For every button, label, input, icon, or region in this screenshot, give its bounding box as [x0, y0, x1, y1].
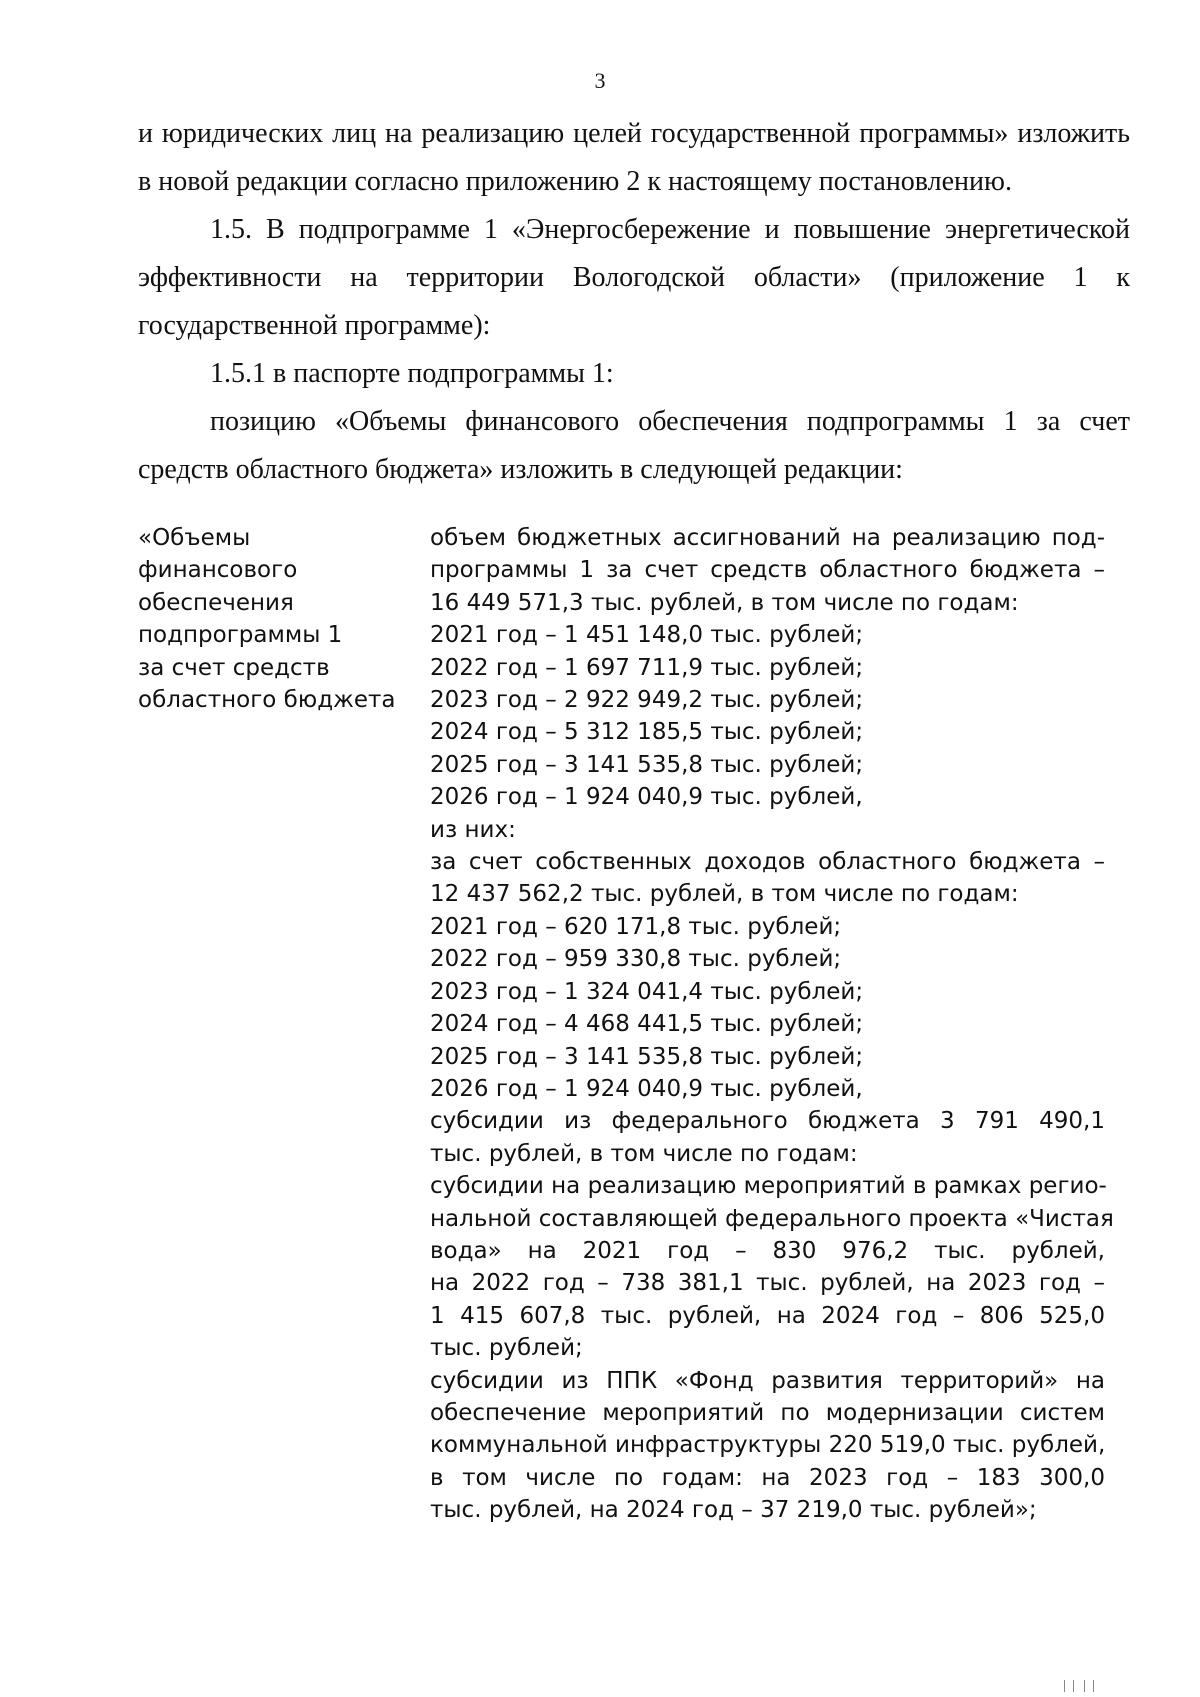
right-line: 2021 год – 620 171,8 тыс. рублей;: [430, 913, 842, 940]
right-line: 2026 год – 1 924 040,9 тыс. рублей,: [430, 784, 863, 811]
right-line: в том числе по годам: на 2023 год – 183 300,0: [430, 1464, 1105, 1491]
right-line: 2023 год – 1 324 041,4 тыс. рублей;: [430, 978, 864, 1005]
table-right-column: [430, 522, 1114, 1527]
right-line: субсидии из федерального бюджета 3 791 490,1: [430, 1108, 1105, 1135]
left-line: «Объемы: [138, 525, 251, 551]
right-line: 2022 год – 1 697 711,9 тыс. рублей;: [430, 654, 864, 681]
right-line: 2024 год – 4 468 441,5 тыс. рублей;: [430, 1011, 864, 1038]
right-line: 2022 год – 959 330,8 тыс. рублей;: [430, 946, 842, 973]
left-line: обеспечения: [138, 589, 294, 616]
right-line: 1 415 607,8 тыс. рублей, на 2024 год – 806 525,0: [430, 1302, 1105, 1329]
paragraph-continuation: и юридических лиц на реализацию целей государственной программы» изложить в новой редакции согласно приложению 2 к настоящему постановлению.: [138, 118, 1130, 197]
right-line: субсидии из ППК «Фонд развития территорий» на: [430, 1367, 1105, 1394]
left-line: финансового: [138, 557, 298, 584]
right-line: коммунальной инфраструктуры 220 519,0 тыс. рублей,: [430, 1432, 1106, 1459]
right-line: тыс. рублей, в том числе по годам:: [430, 1140, 858, 1167]
right-line: 2026 год – 1 924 040,9 тыс. рублей,: [430, 1075, 863, 1102]
right-line: обеспечение мероприятий по модернизации систем: [430, 1399, 1105, 1426]
right-line: 12 437 562,2 тыс. рублей, в том числе по годам:: [430, 881, 1019, 908]
left-line: за счет средств: [138, 654, 330, 681]
left-line: областного бюджета: [138, 687, 396, 714]
right-line: 2021 год – 1 451 148,0 тыс. рублей;: [430, 622, 864, 649]
right-line: объем бюджетных ассигнований на реализацию под-: [430, 525, 1105, 551]
paragraph-position: позицию «Объемы финансового обеспечения подпрограммы 1 за счет средств областного бюджета» изложить в следующей редакции:: [138, 406, 1130, 485]
paragraph-1-5-1: 1.5.1 в паспорте подпрограммы 1:: [210, 358, 614, 389]
right-line: за счет собственных доходов областного бюджета –: [430, 849, 1105, 876]
right-line: тыс. рублей, на 2024 год – 37 219,0 тыс. рублей»;: [430, 1497, 1037, 1524]
right-line: тыс. рублей;: [430, 1335, 583, 1362]
right-line: нальной составляющей федерального проекта «Чистая: [430, 1205, 1114, 1232]
right-line: 2025 год – 3 141 535,8 тыс. рублей;: [430, 751, 864, 778]
right-line: программы 1 за счет средств областного бюджета –: [430, 557, 1105, 584]
right-line: субсидии на реализацию мероприятий в рамках регио-: [430, 1173, 1107, 1200]
right-line: 2025 год – 3 141 535,8 тыс. рублей;: [430, 1043, 864, 1070]
right-line: 2024 год – 5 312 185,5 тыс. рублей;: [430, 719, 864, 746]
table-left-column: [138, 522, 418, 716]
right-line: на 2022 год – 738 381,1 тыс. рублей, на 2023 год –: [430, 1270, 1105, 1297]
right-line: из них:: [430, 816, 516, 843]
right-line: 2023 год – 2 922 949,2 тыс. рублей;: [430, 687, 864, 714]
right-line: 16 449 571,3 тыс. рублей, в том числе по годам:: [430, 589, 1019, 616]
left-line: подпрограммы 1: [138, 622, 343, 649]
scan-mark: [1064, 1680, 1094, 1692]
page-number: 3: [594, 68, 606, 93]
right-line: вода» на 2021 год – 830 976,2 тыс. рублей,: [430, 1237, 1105, 1264]
paragraph-1-5: 1.5. В подпрограмме 1 «Энергосбережение и повышение энергетической эффективности на территории Вологодской области» (приложение 1 к государственной программе):: [138, 214, 1130, 341]
